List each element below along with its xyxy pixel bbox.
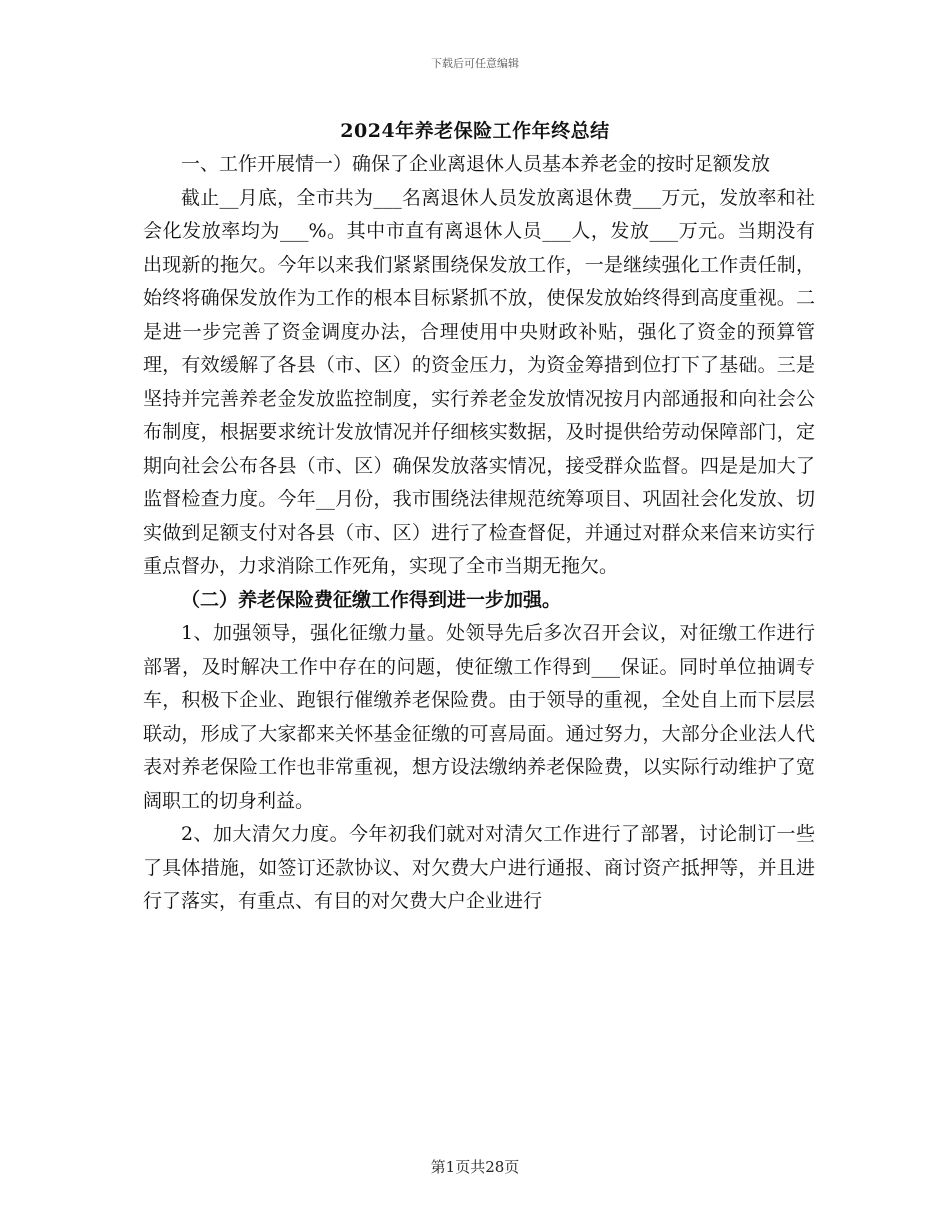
page-number: 第1页共28页 xyxy=(430,1158,520,1176)
document-body xyxy=(143,148,815,919)
paragraph-section-two-heading: （二）养老保险费征缴工作得到进一步加强。 xyxy=(181,588,562,611)
page-header-note: 下载后可任意编辑 xyxy=(431,57,519,70)
paragraph-strengthen-leadership: 1、加强领导，强化征缴力量。处领导先后多次召开会议，对征缴工作进行部署，及时解决工作中存在的问题，使征缴工作得到___保证。同时单位抽调专车，积极下企业、跑银行催缴养老保险费。由于领导的重视，全处自上而下层层联动，形成了大家都来关怀基金征缴的可喜局面。通过努力，大部分企业法人代表对养老保险工作也非常重视，想方设法缴纳养老保险费，以实际行动维护了宽阔职工的切身利益。 xyxy=(143,622,815,812)
paragraph-pension-payment: 截止__月底，全市共为___名离退休人员发放离退休费___万元，发放率和社会化发放率均为___%。其中市直有离退休人员___人，发放___万元。当期没有出现新的拖欠。今年以来我们紧紧围绕保发放工作，一是继续强化工作责任制，始终将确保发放作为工作的根本目标紧抓不放，使保发放始终得到高度重视。二是进一步完善了资金调度办法，合理使用中央财政补贴，强化了资金的预算管理，有效缓解了各县（市、区）的资金压力，为资金筹措到位打下了基础。三是坚持并完善养老金发放监控制度，实行养老金发放情况按月内部通报和向社会公布制度，根据要求统计发放情况并仔细核实数据，及时提供给劳动保障部门，定期向社会公布各县（市、区）确保发放落实情况，接受群众监督。四是是加大了监督检查力度。今年__月份，我市围绕法律规范统筹项目、巩固社会化发放、切实做到足额支付对各县（市、区）进行了检查督促，并通过对群众来信来访实行重点督办，力求消除工作死角，实现了全市当期无拖欠。 xyxy=(143,186,815,577)
paragraph-arrears-clearance: 2、加大清欠力度。今年初我们就对对清欠工作进行了部署，讨论制订一些了具体措施，如签订还款协议、对欠费大户进行通报、商讨资产抵押等，并且进行了落实，有重点、有目的对欠费大户企业进行 xyxy=(143,823,815,912)
document-title: 2024年养老保险工作年终总结 xyxy=(340,120,610,142)
paragraph-section-one: 一、工作开展情一）确保了企业离退休人员基本养老金的按时足额发放 xyxy=(181,153,771,175)
